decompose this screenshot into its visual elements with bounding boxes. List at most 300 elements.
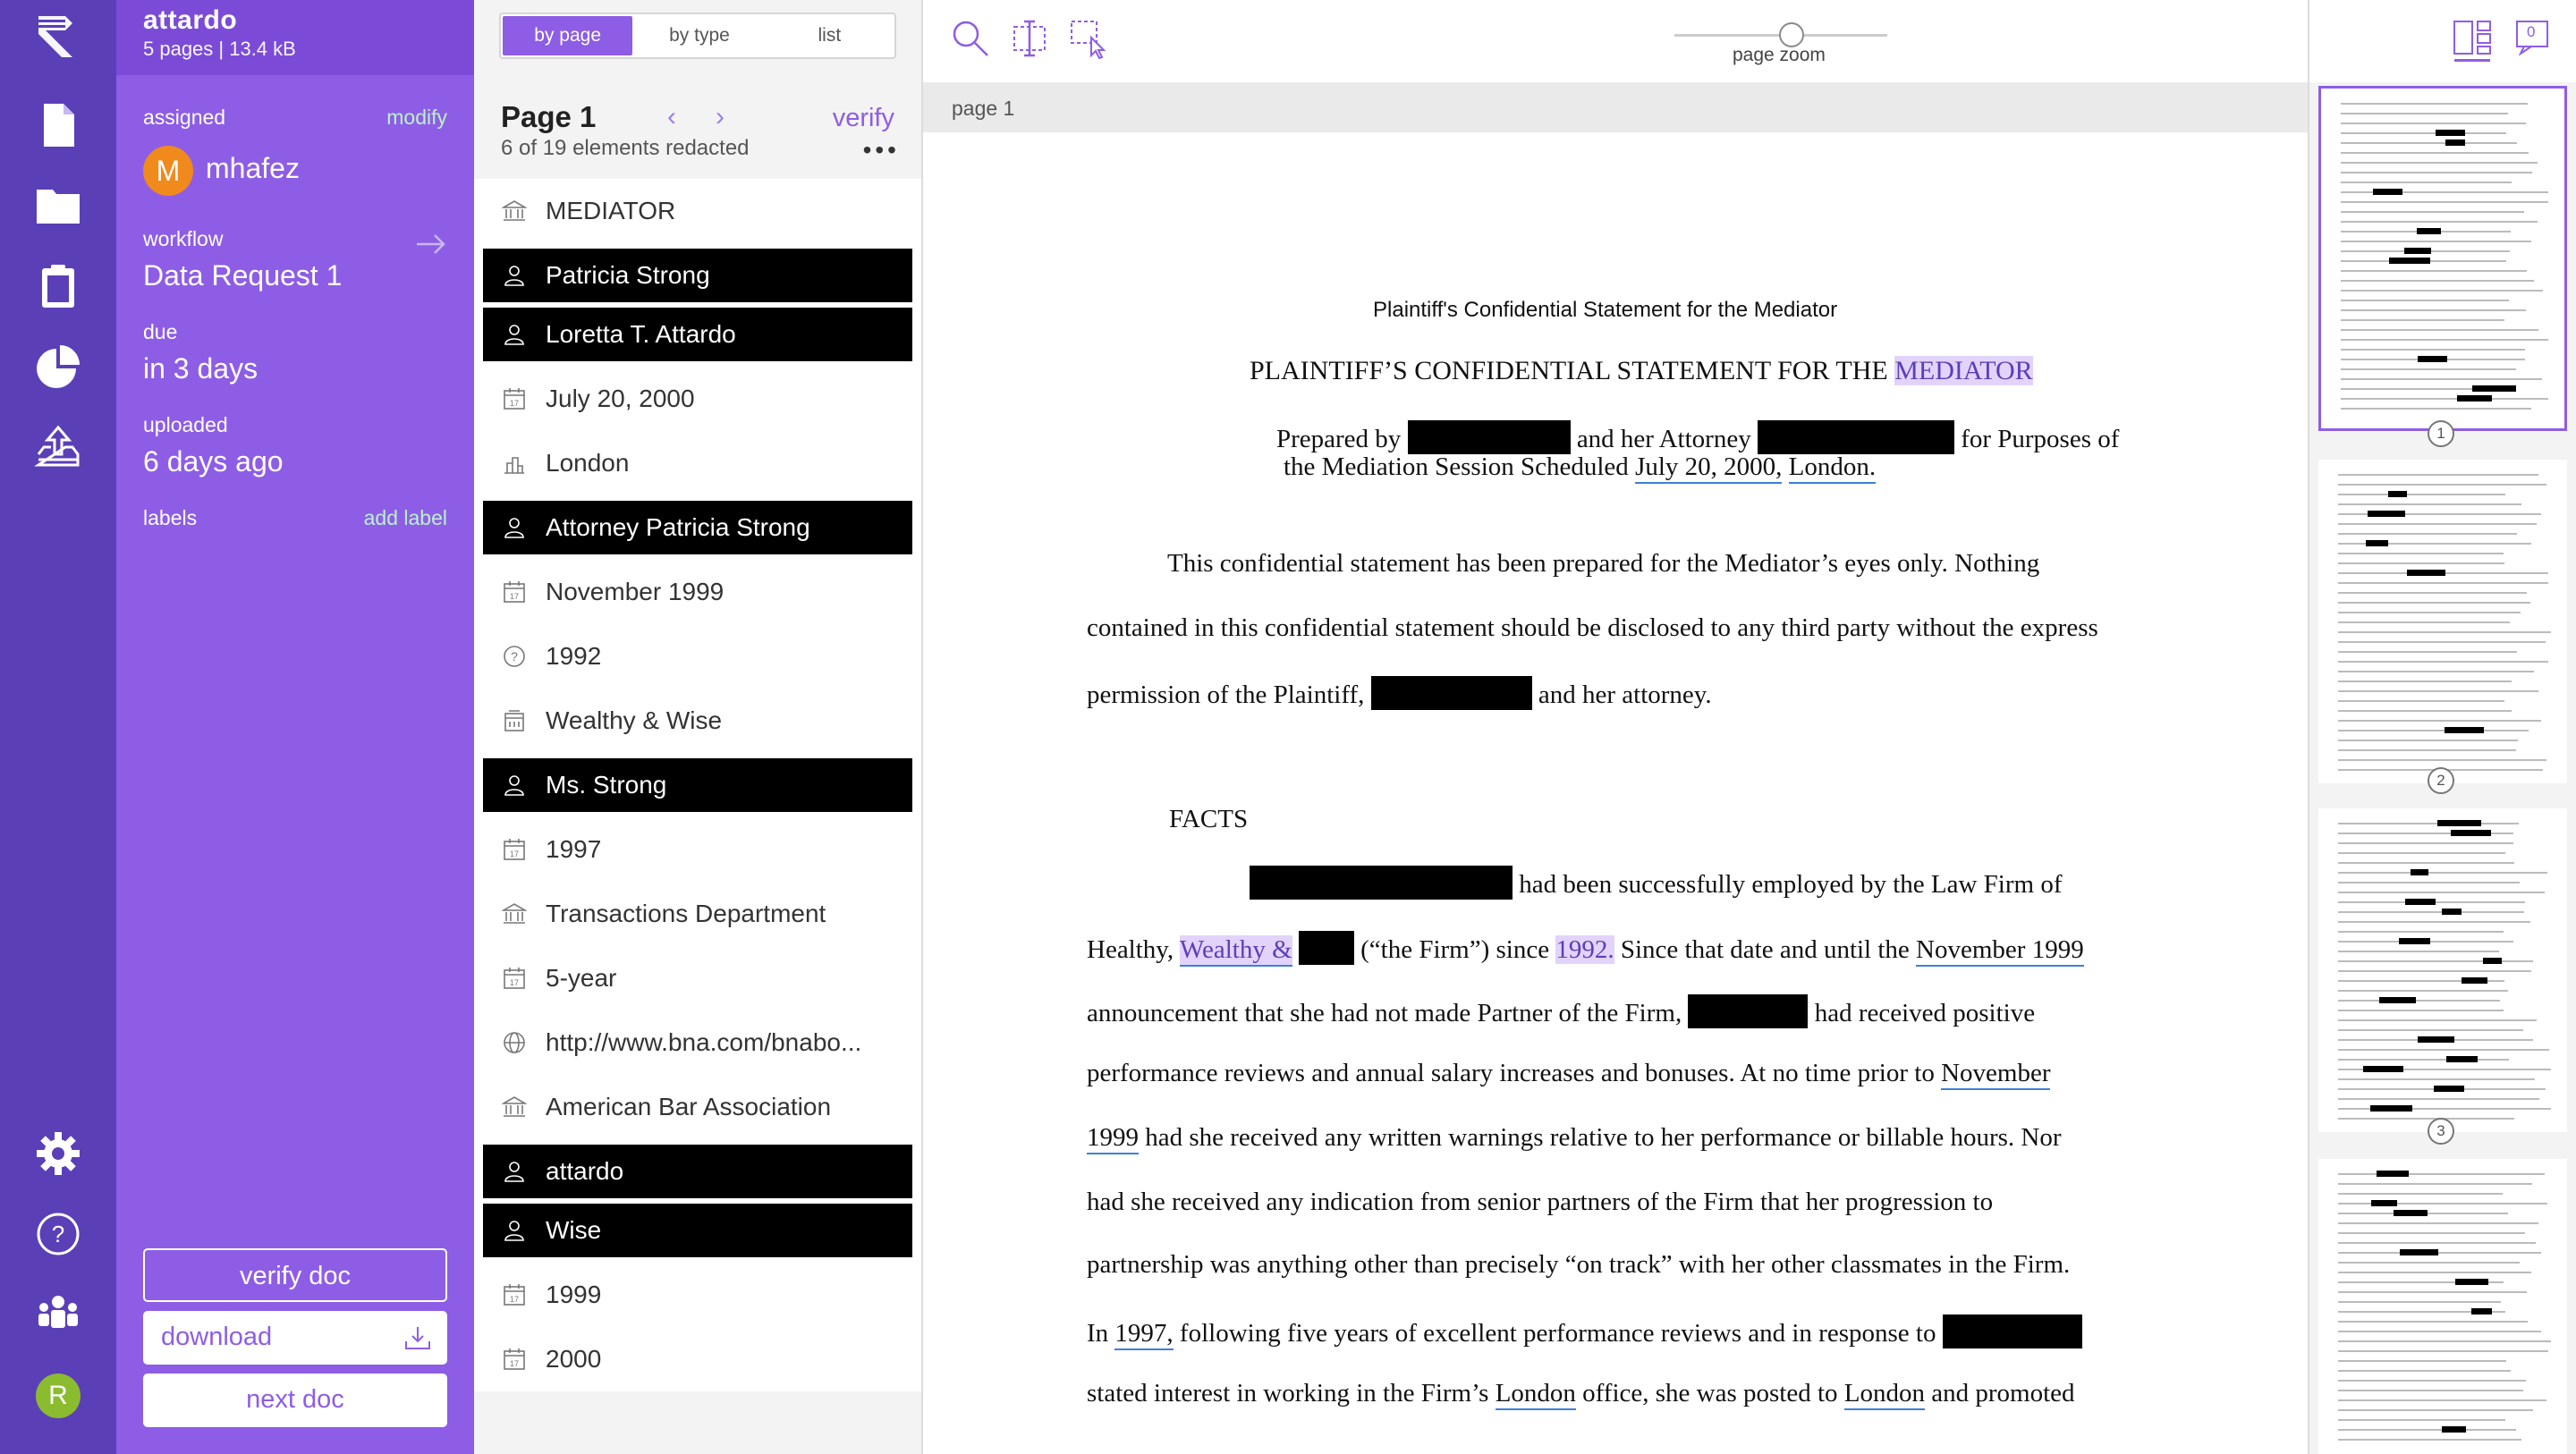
element-label: Wise (546, 1216, 602, 1244)
thumbnail-redaction (2366, 540, 2387, 546)
redaction-box[interactable] (1250, 866, 1513, 900)
redaction-box[interactable] (1371, 676, 1532, 710)
doc-section-heading: FACTS (1169, 805, 1249, 833)
redaction-summary: 6 of 19 elements redacted (501, 136, 750, 160)
user-avatar[interactable]: R (36, 1374, 80, 1418)
entity-date[interactable]: November 1999 (1916, 935, 2084, 967)
thumbnail-text-line (2341, 270, 2527, 272)
thumbnail-text-line (2341, 172, 2532, 173)
doc-text: and promoted (1931, 1379, 2075, 1408)
page-title: Page 1 (501, 100, 597, 133)
zoom-slider-handle[interactable] (1779, 22, 1804, 47)
entity-year[interactable]: 1992. (1555, 935, 1614, 964)
thumbnail-text-line (2341, 113, 2508, 114)
thumbnail-redaction (2373, 189, 2402, 195)
thumbnail-redaction (2377, 1171, 2410, 1177)
company-icon (501, 707, 528, 734)
search-tool-icon[interactable] (950, 18, 991, 59)
person-icon (501, 1217, 528, 1244)
person-icon (501, 1158, 528, 1185)
thumbnail-redaction (2404, 248, 2432, 254)
entity-location[interactable]: London. (1789, 452, 1876, 484)
thumbnail-text-line (2341, 241, 2531, 242)
thumbnail-text-line (2338, 1380, 2526, 1382)
person-icon (501, 772, 528, 799)
thumbnail-text-line (2338, 553, 2504, 554)
redaction-box[interactable] (1943, 1315, 2082, 1348)
thumbnail-text-line (2338, 749, 2516, 751)
thumbnail-text-line (2338, 1321, 2528, 1323)
org-icon (501, 900, 528, 927)
thumbnail-text-line (2338, 1331, 2541, 1332)
thumbnail-text-line (2341, 211, 2524, 213)
thumbnail-redaction (2370, 1105, 2413, 1112)
thumbnail-text-line (2338, 690, 2538, 692)
svg-text:17: 17 (509, 850, 520, 858)
thumbnail-text-line (2338, 1010, 2504, 1011)
calendar-icon (501, 965, 528, 992)
svg-text:?: ? (51, 1221, 65, 1247)
single-page-view-icon[interactable] (2453, 20, 2494, 63)
thumbnail-text-line (2338, 1183, 2532, 1185)
redacted-element-row[interactable] (483, 249, 912, 302)
thumbnail-text-line (2338, 484, 2546, 486)
doc-text: the Mediation Session Scheduled (1284, 452, 1629, 481)
thumbnail-redaction (2445, 727, 2484, 733)
thumbnail-text-line (2341, 162, 2538, 164)
element-row[interactable] (474, 179, 921, 243)
doc-text: stated interest in working in the Firm’s (1087, 1379, 1489, 1408)
redacted-element-row[interactable] (483, 501, 912, 554)
doc-text: (“the Firm”) since (1360, 935, 1550, 964)
thumbnail-text-line (2341, 300, 2509, 301)
thumbnail-text-line (2338, 862, 2514, 864)
doc-text: performance reviews and annual salary increases and bonuses. At no time prior to (1087, 1059, 1935, 1087)
workflow-value: Data Request 1 (143, 259, 343, 292)
thumbnail-redaction (2411, 869, 2428, 875)
thumbnail-text-line (2338, 582, 2548, 584)
thumbnail-text-line (2338, 823, 2519, 824)
redacted-element-row[interactable] (483, 1145, 912, 1198)
element-row[interactable] (474, 367, 921, 431)
thumbnail-text-line (2338, 710, 2512, 712)
entity-date[interactable]: July 20, 2000, (1635, 452, 1782, 484)
thumbnail-text-line (2338, 700, 2504, 702)
thumbnail-redaction (2455, 1279, 2488, 1285)
thumbnail-text-line (2338, 892, 2545, 893)
view-mode-toggle (499, 13, 896, 59)
prev-page-icon[interactable]: ‹ (667, 102, 676, 131)
pie-chart-icon[interactable] (33, 342, 83, 392)
thumbnail-text-line (2341, 132, 2506, 134)
element-row[interactable] (474, 624, 921, 689)
calendar-icon (501, 1346, 528, 1373)
thumbnail-text-line (2338, 503, 2521, 505)
doc-text: permission of the Plaintiff, (1087, 681, 1365, 709)
thumbnail-text-line (2341, 378, 2542, 380)
redaction-box[interactable] (1408, 420, 1571, 454)
thumbnail-text-line (2338, 970, 2531, 972)
element-row[interactable] (474, 1010, 921, 1075)
thumbnail-text-line (2338, 1340, 2551, 1342)
svg-text:17: 17 (509, 1295, 520, 1304)
calendar-icon (501, 1281, 528, 1308)
thumbnail-redaction (2451, 830, 2491, 836)
help-icon[interactable] (33, 1209, 83, 1259)
doc-line (1250, 866, 2062, 900)
doc-title (1250, 356, 2033, 386)
thumbnail-redaction (2442, 1426, 2466, 1433)
page-thumbnail-1[interactable] (2318, 86, 2567, 431)
download-button[interactable] (143, 1311, 447, 1365)
thumbnail-text-line (2341, 201, 2548, 203)
element-row[interactable] (474, 689, 921, 753)
element-label: 5-year (546, 964, 617, 992)
svg-text:?: ? (511, 649, 518, 664)
doc-line: partnership was anything other than precisely “on track” with her other classmates in the Firm. (1087, 1250, 2071, 1279)
thumbnail-text-line (2338, 1173, 2545, 1175)
logo-icon[interactable] (33, 11, 83, 61)
doc-prepared-line (1276, 420, 2119, 454)
arrow-right-icon[interactable] (415, 231, 447, 258)
thumbnail-redaction (2442, 909, 2462, 915)
modify-link[interactable]: modify (386, 106, 447, 129)
thumbnail-redaction (2418, 1036, 2454, 1043)
thumbnail-redaction (2379, 997, 2415, 1003)
thumbnail-text-line (2341, 221, 2538, 223)
thumbnail-text-line (2338, 1252, 2541, 1254)
element-row[interactable] (474, 1075, 921, 1139)
thumbnail-text-line (2338, 1098, 2539, 1100)
thumbnail-text-line (2338, 730, 2529, 731)
add-label-link[interactable]: add label (363, 506, 447, 529)
thumbnail-text-line (2341, 349, 2525, 351)
thumbnail-text-line (2338, 852, 2505, 854)
svg-text:17: 17 (509, 978, 520, 987)
org-icon (501, 198, 528, 224)
person-icon (501, 514, 528, 541)
next-doc-button[interactable]: next doc (143, 1374, 447, 1427)
team-icon[interactable] (33, 1289, 83, 1340)
folder-icon[interactable] (33, 181, 83, 231)
thumbnail-text-line (2338, 1232, 2525, 1234)
due-label: due (143, 320, 178, 343)
thumbnail-text-line (2341, 398, 2548, 400)
thumbnail-redaction (2405, 899, 2436, 905)
more-options-icon[interactable]: ••• (862, 136, 900, 164)
doc-line (1087, 676, 1712, 710)
nav-rail (0, 0, 116, 1454)
page-thumbnail-3[interactable] (2318, 808, 2567, 1132)
tab-list[interactable]: list (818, 25, 842, 46)
page-thumbnail-4[interactable] (2318, 1159, 2567, 1454)
thumbnail-text-line (2341, 319, 2504, 321)
element-label: MEDIATOR (546, 197, 676, 224)
thumbnail-text-line (2338, 474, 2538, 476)
thumbnail-text-line (2341, 290, 2543, 292)
thumbnail-text-line (2338, 921, 2530, 923)
element-label: Patricia Strong (546, 261, 710, 289)
element-label: http://www.bna.com/bnabo... (546, 1028, 862, 1056)
doc-name: attardo (143, 5, 238, 35)
assignee-avatar: M (143, 146, 193, 196)
verify-page-link[interactable]: verify (832, 104, 894, 132)
thumbnail-text-line (2341, 191, 2548, 193)
thumbnail-text-line (2341, 329, 2538, 331)
redaction-box[interactable] (1688, 994, 1808, 1028)
thumbnail-text-line (2338, 641, 2546, 643)
area-select-tool-icon[interactable] (1068, 18, 1109, 59)
thumbnail-redaction (2445, 139, 2465, 146)
doc-text: and her Attorney (1576, 425, 1751, 453)
doc-text: office, she was posted to (1582, 1379, 1838, 1408)
thumbnail-redaction (2407, 570, 2445, 576)
thumbnail-text-line (2338, 990, 2508, 992)
assignee-name: mhafez (206, 152, 300, 184)
thumbnail-text-line (2338, 1272, 2531, 1273)
thumbnail-text-line (2338, 494, 2505, 495)
element-label: 2000 (546, 1345, 602, 1373)
entity-year[interactable]: 1997, (1114, 1319, 1173, 1350)
redacted-element-row[interactable] (483, 308, 912, 361)
thumbnail-text-line (2338, 1203, 2547, 1205)
element-label: Transactions Department (546, 900, 826, 927)
zoom-label: page zoom (1733, 45, 1826, 65)
thumbnail-redaction (2417, 228, 2441, 234)
thumbnail-text-line (2338, 1301, 2501, 1303)
thumbnail-text-line (2338, 1399, 2546, 1401)
person-icon (501, 262, 528, 289)
svg-text:17: 17 (509, 1359, 520, 1368)
doc-line (1087, 994, 2035, 1028)
thumbnail-text-line (2338, 911, 2524, 913)
svg-text:17: 17 (509, 592, 520, 601)
document-icon[interactable] (33, 100, 83, 150)
org-icon (501, 1094, 528, 1120)
thumbnail-text-line (2338, 1078, 2535, 1080)
uploaded-value: 6 days ago (143, 445, 284, 478)
element-row[interactable] (474, 817, 921, 882)
element-label: attardo (546, 1157, 624, 1185)
thumbnail-text-line (2338, 1439, 2521, 1441)
due-value: in 3 days (143, 352, 258, 385)
upload-icon[interactable] (33, 422, 83, 472)
thumbnail-text-line (2338, 960, 2533, 962)
element-label: 1999 (546, 1281, 602, 1308)
tab-by-type[interactable]: by type (669, 25, 730, 46)
entity-location[interactable]: London (1496, 1379, 1576, 1410)
tab-by-page[interactable]: by page (503, 16, 632, 55)
thumbnail-text-line (2338, 882, 2520, 883)
thumbnail-redaction (2400, 1249, 2438, 1255)
thumbnail-redaction (2437, 820, 2481, 826)
thumbnail-text-line (2338, 931, 2504, 933)
thumbnail-text-line (2338, 740, 2518, 741)
thumbnail-text-line (2338, 671, 2534, 672)
thumbnail-redaction (2457, 395, 2492, 402)
calendar-icon (501, 385, 528, 412)
doc-title-text: PLAINTIFF’S CONFIDENTIAL STATEMENT FOR THE (1250, 356, 1895, 385)
thumbnail-text-line (2341, 280, 2534, 282)
thumbnail-text-line (2341, 182, 2512, 183)
thumbnail-redaction (2471, 1308, 2491, 1315)
elements-panel (474, 0, 923, 1454)
page-number-2[interactable]: 2 (2428, 767, 2454, 794)
redaction-box[interactable] (1299, 931, 1354, 965)
thumbnail-text-line (2338, 1049, 2549, 1051)
gear-icon[interactable] (33, 1129, 83, 1179)
verify-doc-button[interactable]: verify doc (143, 1248, 447, 1302)
thumbnail-text-line (2338, 1390, 2523, 1391)
thumbnail-text-line (2341, 368, 2516, 370)
thumbnail-redaction (2388, 491, 2408, 497)
thumbnail-redaction (2394, 1210, 2428, 1216)
element-label: American Bar Association (546, 1093, 832, 1120)
redaction-box[interactable] (1758, 420, 1954, 454)
thumbnail-text-line (2338, 621, 2510, 623)
thumbnail-text-line (2338, 1059, 2509, 1061)
page-number-1[interactable]: 1 (2428, 420, 2454, 447)
element-label: July 20, 2000 (546, 385, 695, 412)
thumbnail-text-line (2338, 1370, 2511, 1372)
uploaded-label: uploaded (143, 413, 228, 436)
thumbnail-toolbar (2309, 0, 2576, 82)
thumbnail-text-line (2338, 1000, 2500, 1002)
redacted-element-row[interactable] (483, 1204, 912, 1257)
element-row[interactable] (474, 1327, 921, 1391)
element-row[interactable] (474, 431, 921, 495)
thumbnail-text-line (2341, 123, 2526, 124)
thumbnail-text-line (2338, 1429, 2516, 1431)
doc-line (1087, 931, 2084, 965)
thumbnail-redaction (2436, 130, 2464, 136)
location-icon (501, 450, 528, 477)
thumbnail-text-line (2341, 103, 2528, 105)
thumbnail-text-line (2338, 612, 2521, 613)
thumbnail-redaction (2363, 1066, 2403, 1072)
doc-schedule-line (1284, 452, 1876, 482)
doc-text: had received positive (1814, 999, 2036, 1027)
doc-info: 5 pages | 13.4 kB (143, 38, 296, 60)
thumbnail-text-line (2338, 1262, 2520, 1264)
page-thumbnail-2[interactable] (2318, 460, 2567, 783)
thumbnail-text-line (2338, 592, 2527, 594)
doc-line: contained in this confidential statement should be disclosed to any third party without the express (1087, 613, 2098, 642)
zoom-slider[interactable] (1674, 34, 1887, 37)
thumbnail-redaction (2483, 958, 2502, 964)
doc-line (1087, 1315, 2082, 1348)
thumbnail-text-line (2338, 872, 2547, 874)
thumbnail-text-line (2338, 1360, 2506, 1362)
thumbnail-redaction (2418, 356, 2447, 362)
thumbnail-text-line (2338, 1019, 2537, 1021)
element-label: Attorney Patricia Strong (546, 513, 810, 541)
thumbnail-redaction (2434, 1086, 2463, 1092)
element-row[interactable] (474, 882, 921, 946)
doc-line (1087, 1059, 2050, 1088)
download-label: download (161, 1323, 273, 1351)
doc-line (1087, 1123, 2062, 1153)
doc-text: and her attorney. (1538, 681, 1712, 709)
doc-text: Prepared by (1276, 425, 1402, 453)
thumbnail-text-line (2338, 1029, 2523, 1031)
next-page-icon[interactable]: › (716, 102, 724, 131)
thumbnail-text-line (2338, 681, 2512, 682)
page-number-3[interactable]: 3 (2428, 1118, 2454, 1145)
document-meta-panel (116, 0, 474, 1454)
thumbnail-text-line (2338, 631, 2551, 633)
doc-line (1087, 1379, 2075, 1408)
text-select-tool-icon[interactable] (1009, 18, 1050, 59)
element-label: November 1999 (546, 578, 724, 605)
thumbnail-text-line (2338, 1291, 2527, 1293)
doc-text: following five years of excellent performance reviews and in response to (1179, 1319, 1936, 1348)
thumbnail-text-line (2338, 1419, 2505, 1421)
element-row[interactable] (474, 946, 921, 1010)
thumbnail-text-line (2338, 602, 2530, 604)
redacted-element-row[interactable] (483, 758, 912, 812)
thumbnail-text-line (2341, 142, 2517, 144)
thumbnail-text-line (2338, 1118, 2514, 1120)
entity-company[interactable]: Wealthy & (1180, 935, 1292, 967)
page-elements-header (474, 80, 921, 179)
element-label: 1997 (546, 835, 602, 863)
element-row[interactable] (474, 1263, 921, 1327)
doc-text: had been successfully employed by the Law Firm of (1519, 870, 2063, 899)
thumbnail-redaction (2399, 938, 2431, 944)
thumbnail-text-line (2338, 523, 2537, 525)
thumbnail-redaction (2389, 258, 2431, 264)
viewer-toolbar (923, 0, 2308, 82)
thumbnail-text-line (2341, 309, 2526, 311)
assigned-label: assigned (143, 106, 226, 129)
thumbnail-text-line (2338, 533, 2517, 535)
page-label: page 1 (952, 97, 1015, 120)
person-icon (501, 321, 528, 348)
element-list (474, 179, 921, 1391)
entity-date[interactable]: November (1941, 1059, 2050, 1090)
document-page (923, 132, 2308, 1454)
globe-icon (501, 1029, 528, 1056)
element-label: 1992 (546, 642, 602, 670)
thumbnail-text-line (2338, 1242, 2536, 1244)
thumbnail-text-line (2341, 152, 2529, 154)
entity-location[interactable]: London (1844, 1379, 1925, 1410)
clipboard-icon[interactable] (33, 261, 83, 311)
element-row[interactable] (474, 560, 921, 624)
doc-line: This confidential statement has been prepared for the Mediator’s eyes only. Nothing (1167, 549, 2040, 578)
thumbnail-redaction (2446, 1056, 2478, 1062)
thumbnail-text-line (2338, 842, 2513, 844)
element-label: London (546, 449, 630, 477)
element-label: Wealthy & Wise (546, 706, 723, 734)
entity-mediator[interactable]: MEDIATOR (1894, 356, 2033, 385)
thumbnail-text-line (2338, 651, 2517, 653)
thumbnail-text-line (2338, 951, 2499, 952)
question-icon (501, 643, 528, 670)
thumbnail-text-line (2338, 661, 2548, 663)
entity-date[interactable]: 1999 (1087, 1123, 1139, 1154)
thumbnail-redaction (2462, 977, 2487, 984)
doc-text: Since that date and until the (1620, 935, 1910, 964)
comments-count: 0 (2527, 23, 2536, 40)
thumbnail-text-line (2338, 1193, 2503, 1195)
element-label: Ms. Strong (546, 771, 667, 799)
page-label-bar (923, 82, 2308, 132)
thumbnail-redaction (2472, 385, 2516, 392)
doc-header-line: Plaintiff's Confidential Statement for the Mediator (1373, 298, 1838, 322)
doc-text: had she received any written warnings relative to her performance or billable hours. Nor (1145, 1123, 2062, 1152)
